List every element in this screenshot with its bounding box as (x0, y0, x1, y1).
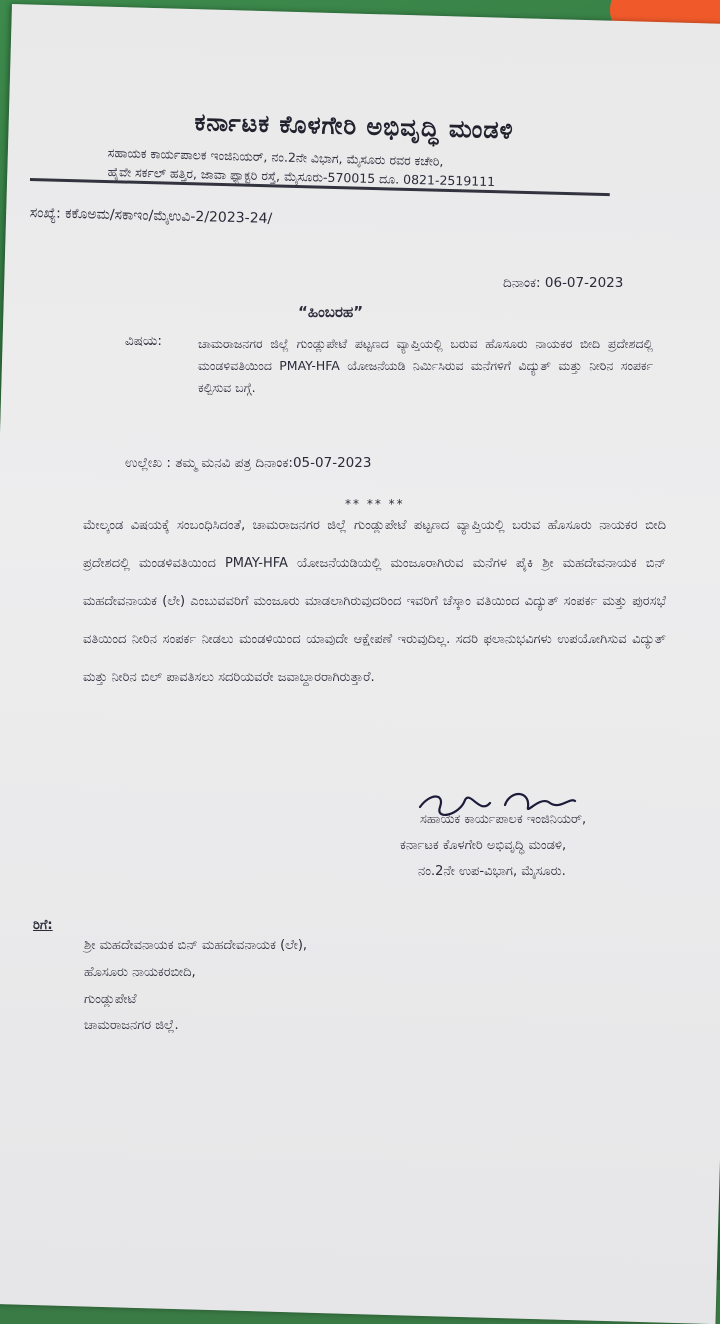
address-line-2: ಹೈವೇ ಸರ್ಕಲ್ ಹತ್ತಿರ, ಜಾವಾ ಫ್ಯಾಕ್ಟರಿ ರಸ್ತೆ, ಮೈಸೂರು-570015 ದೂ. 0821-2519111 (107, 164, 496, 190)
signatory-title: ಸಹಾಯಕ ಕಾರ್ಯಪಾಲಕ ಇಂಜಿನಿಯರ್, (420, 812, 587, 827)
recipient-line: ಗುಂಡ್ಲುಪೇಟೆ (84, 992, 137, 1007)
recipient-line: ಚಾಮರಾಜನಗರ ಜಿಲ್ಲೆ. (84, 1018, 179, 1033)
letter-body: ಮೇಲ್ಕಂಡ ವಿಷಯಕ್ಕೆ ಸಂಬಂಧಿಸಿದಂತೆ, ಚಾಮರಾಜನಗರ ಜಿಲ್ಲೆ ಗುಂಡ್ಲುಪೇಟೆ ಪಟ್ಟಣದ ವ್ಯಾಪ್ತಿಯಲ್ಲಿ ಬರುವ ಹೊಸೂರು ನಾಯಕರ ಬೀದಿ ಪ್ರದೇಶದಲ್ಲಿ ಮಂಡಳಿವತಿಯಿಂದ PMAY-HFA ಯೋಜನೆಯಡಿಯಲ್ಲಿ ಮಂಜೂರಾಗಿರುವ ಮನೆಗಳ ಪೈಕಿ ಶ್ರೀ ಮಹದೇವನಾಯಕ ಬಿನ್ ಮಹದೇವನಾಯಕ (ಲೇ) ಎಂಬುವವರಿಗೆ ಮಂಜೂರು ಮಾಡಲಾಗಿರುವುದರಿಂದ ಇವರಿಗೆ ಚೆಸ್ಕಾಂ ವತಿಯಿಂದ ವಿದ್ಯುತ್ ಸಂಪರ್ಕ ಮತ್ತು ಪುರಸಭೆ ವತಿಯಿಂದ ನೀರಿನ ಸಂಪರ್ಕ ನೀಡಲು ಮಂಡಳಿಯಿಂದ ಯಾವುದೇ ಆಕ್ಷೇಪಣೆ ಇರುವುದಿಲ್ಲ. ಸದರಿ ಫಲಾನುಭವಿಗಳು ಉಪಯೋಗಿಸುವ ವಿದ್ಯುತ್ ಮತ್ತು ನೀರಿನ ಬಿಲ್ ಪಾವತಿಸಲು ಸದರಿಯವರೇ ಜವಾಬ್ದಾರರಾಗಿರುತ್ತಾರೆ. (83, 518, 666, 685)
signatory-division: ನಂ.2ನೇ ಉಪ-ವಿಭಾಗ, ಮೈಸೂರು. (418, 864, 566, 879)
recipient-line: ಶ್ರೀ ಮಹದೇವನಾಯಕ ಬಿನ್ ಮಹದೇವನಾಯಕ (ಲೇ), (84, 938, 308, 953)
reference-number: ಸಂಖ್ಯೆ: ಕಕೊಅಮ/ಸಕಾಇಂ/ಮೈಉವಿ-2/2023-24/ (29, 205, 273, 227)
separator: ** ** ** (345, 497, 405, 511)
recipient-label: ರಿಗೆ: (33, 918, 53, 933)
subject-label: ವಿಷಯ: (125, 333, 162, 349)
signatory-org: ಕರ್ನಾಟಕ ಕೊಳಗೇರಿ ಅಭಿವೃದ್ಧಿ ಮಂಡಳಿ, (400, 838, 567, 853)
recipient-line: ಹೊಸೂರು ನಾಯಕರಬೀದಿ, (84, 965, 196, 980)
letter-date: ದಿನಾಂಕ: 06-07-2023 (503, 275, 624, 291)
org-name: ಕರ್ನಾಟಕ ಕೊಳಗೇರಿ ಅಭಿವೃದ್ಧಿ ಮಂಡಳಿ (194, 108, 515, 145)
memo-title: “ಹಿಂಬರಹ” (298, 303, 364, 321)
address-line-1: ಸಹಾಯಕ ಕಾರ್ಯಪಾಲಕ ಇಂಜಿನಿಯರ್, ನಂ.2ನೇ ವಿಭಾಗ, ಮೈಸೂರು ರವರ ಕಚೇರಿ, (107, 145, 444, 169)
reference-line: ಉಲ್ಲೇಖ : ತಮ್ಮ ಮನವಿ ಪತ್ರ ದಿನಾಂಕ:05-07-2023 (125, 455, 372, 471)
subject-text: ಚಾಮರಾಜನಗರ ಜಿಲ್ಲೆ ಗುಂಡ್ಲುಪೇಟೆ ಪಟ್ಟಣದ ವ್ಯಾಪ್ತಿಯಲ್ಲಿ ಬರುವ ಹೊಸೂರು ನಾಯಕರ ಬೀದಿ ಪ್ರದೇಶದಲ್ಲಿ ಮಂಡಳಿವತಿಯಿಂದ PMAY-HFA ಯೋಜನೆಯಡಿ ನಿರ್ಮಿಸಿರುವ ಮನೆಗಳಿಗೆ ವಿದ್ಯುತ್ ಮತ್ತು ನೀರಿನ ಸಂಪರ್ಕ ಕಲ್ಪಿಸುವ ಬಗ್ಗೆ. (198, 336, 653, 395)
